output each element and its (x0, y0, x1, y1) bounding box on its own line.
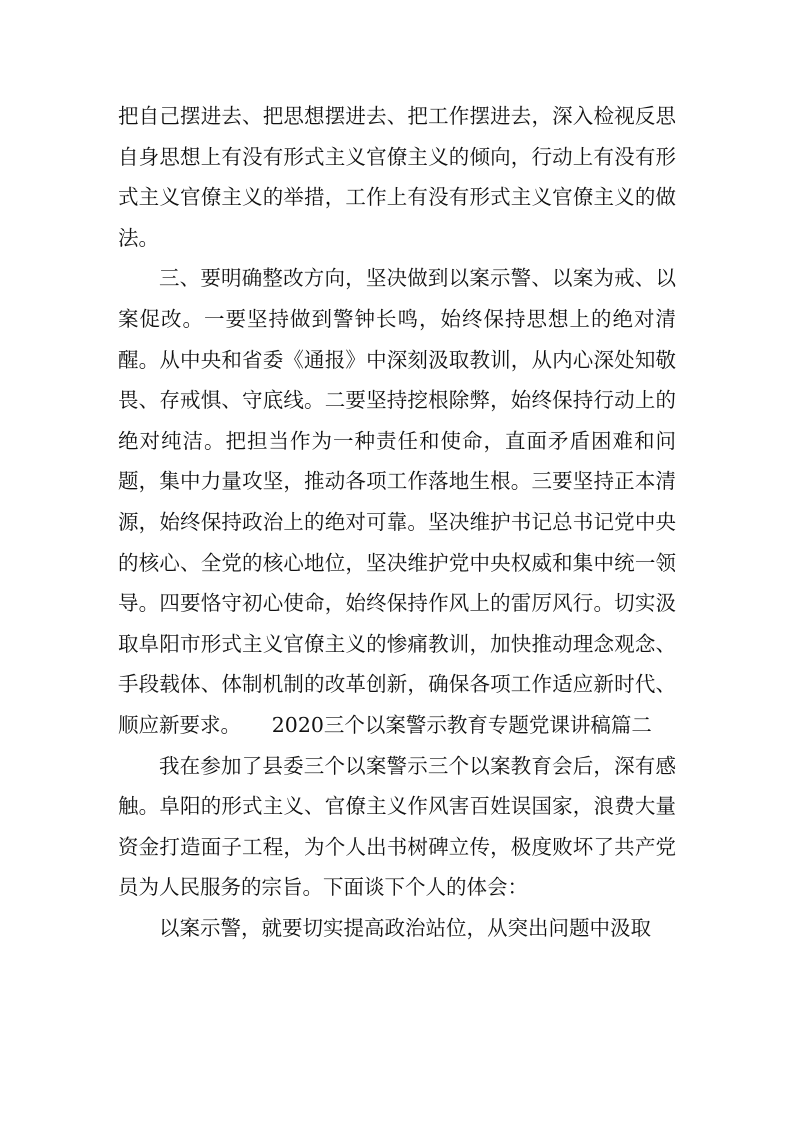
document-body (118, 96, 676, 948)
paragraph-2: 三、要明确整改方向，坚决做到以案示警、以案为戒、以案促改。一要坚持做到警钟长鸣，始终保持思想上的绝对清醒。从中央和省委《通报》中深刻汲取教训，从内心深处知敬畏、存戒惧、守底线。二要坚持挖根除弊，始终保持行动上的绝对纯洁。把担当作为一种责任和使命，直面矛盾困难和问题，集中力量攻坚，推动各项工作落地生根。三要坚持正本清源，始终保持政治上的绝对可靠。坚决维护书记总书记党中央的核心、全党的核心地位，坚决维护党中央权威和集中统一领导。四要恪守初心使命，始终保持作风上的雷厉风行。切实汲取阜阳市形式主义官僚主义的惨痛教训，加快推动理念观念、手段载体、体制机制的改革创新，确保各项工作适应新时代、顺应新要求。 2020三个以案警示教育专题党课讲稿篇二 (118, 266, 676, 737)
paragraph-4: 以案示警，就要切实提高政治站位，从突出问题中汲取 (159, 915, 651, 940)
paragraph-3: 我在参加了县委三个以案警示三个以案教育会后，深有感触。阜阳的形式主义、官僚主义作风害百姓误国家，浪费大量资金打造面子工程，为个人出书树碑立传，极度败坏了共产党员为人民服务的宗旨。下面谈下个人的体会： (118, 753, 676, 900)
paragraph-1: 把自己摆进去、把思想摆进去、把工作摆进去，深入检视反思自身思想上有没有形式主义官僚主义的倾向，行动上有没有形式主义官僚主义的举措，工作上有没有形式主义官僚主义的做法。 (118, 104, 676, 250)
